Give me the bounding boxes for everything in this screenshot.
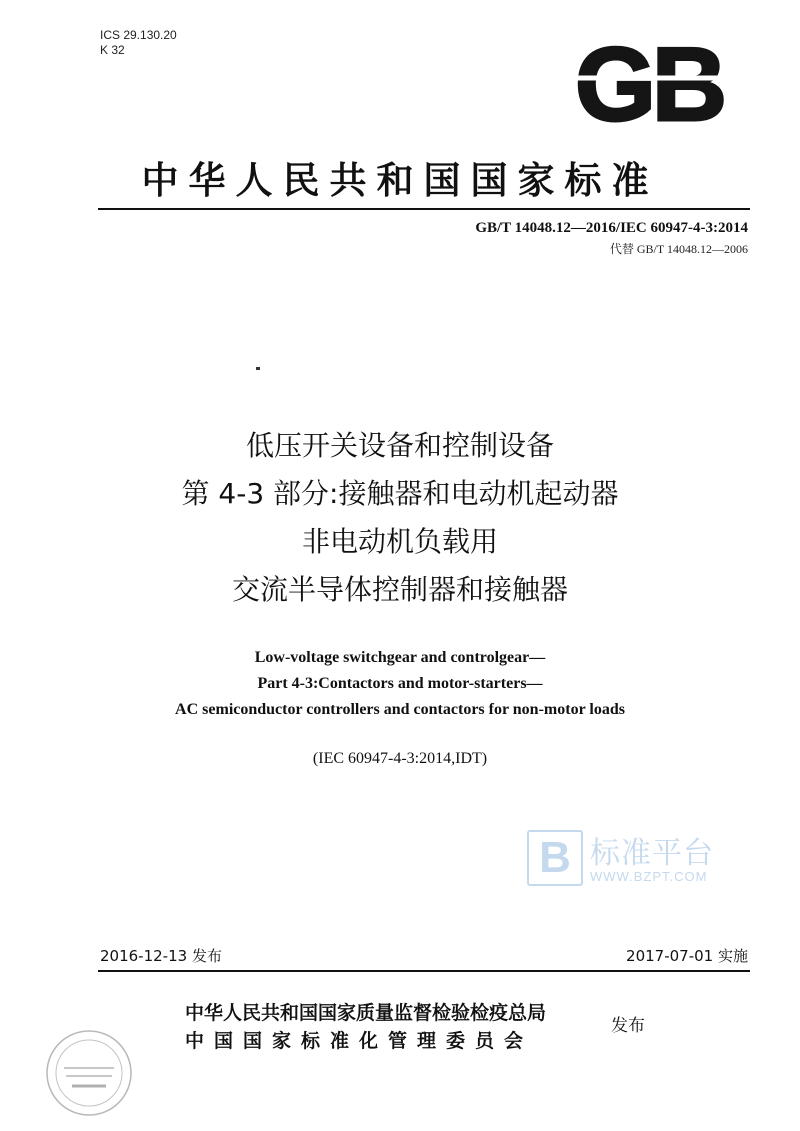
iec-reference: (IEC 60947-4-3:2014,IDT) — [312, 750, 488, 767]
english-title-line-1: Low-voltage switchgear and controlgear— — [254, 649, 546, 666]
gb-logo-text: GB — [575, 34, 723, 130]
chinese-title-line-3: 非电动机负载用 — [301, 525, 498, 558]
national-standard-title: 中华人民共和国国家标准 — [141, 158, 659, 202]
watermark-name: 标准平台 — [590, 836, 714, 871]
issue-label: 发布 — [611, 1016, 645, 1036]
chinese-title-block — [0, 422, 800, 614]
replaces-standard: 代替 GB/T 14048.12—2006 — [609, 242, 748, 256]
ccs-code: K 32 — [100, 43, 125, 57]
implement-date: 2017-07-01 实施 — [626, 947, 748, 965]
issuer-aqsiq: 中华人民共和国国家质量监督检验检疫总局 — [185, 1002, 547, 1024]
seal-stamp-icon — [44, 1028, 134, 1118]
ics-code: ICS 29.130.20 — [100, 28, 177, 42]
chinese-title-line-2: 第 4-3 部分:接触器和电动机起动器 — [181, 477, 619, 510]
english-title-block — [0, 645, 800, 723]
watermark-url: WWW.BZPT.COM — [590, 869, 708, 884]
watermark-letter: B — [539, 833, 571, 882]
gb-logo-icon — [543, 34, 755, 130]
header-divider — [98, 208, 750, 210]
classification-codes — [100, 28, 177, 58]
standard-number: GB/T 14048.12—2016/IEC 60947-4-3:2014 — [475, 220, 748, 236]
footer-divider — [98, 970, 750, 972]
issuer-sac: 中国国家标准化管理委员会 — [185, 1030, 534, 1052]
chinese-title-line-1: 低压开关设备和控制设备 — [245, 429, 554, 462]
chinese-title-line-4: 交流半导体控制器和接触器 — [231, 573, 568, 606]
english-title-line-3: AC semiconductor controllers and contactors for non-motor loads — [175, 701, 625, 718]
publish-date: 2016-12-13 发布 — [100, 947, 222, 965]
print-speck — [256, 367, 260, 370]
english-title-line-2: Part 4-3:Contactors and motor-starters— — [257, 675, 543, 692]
